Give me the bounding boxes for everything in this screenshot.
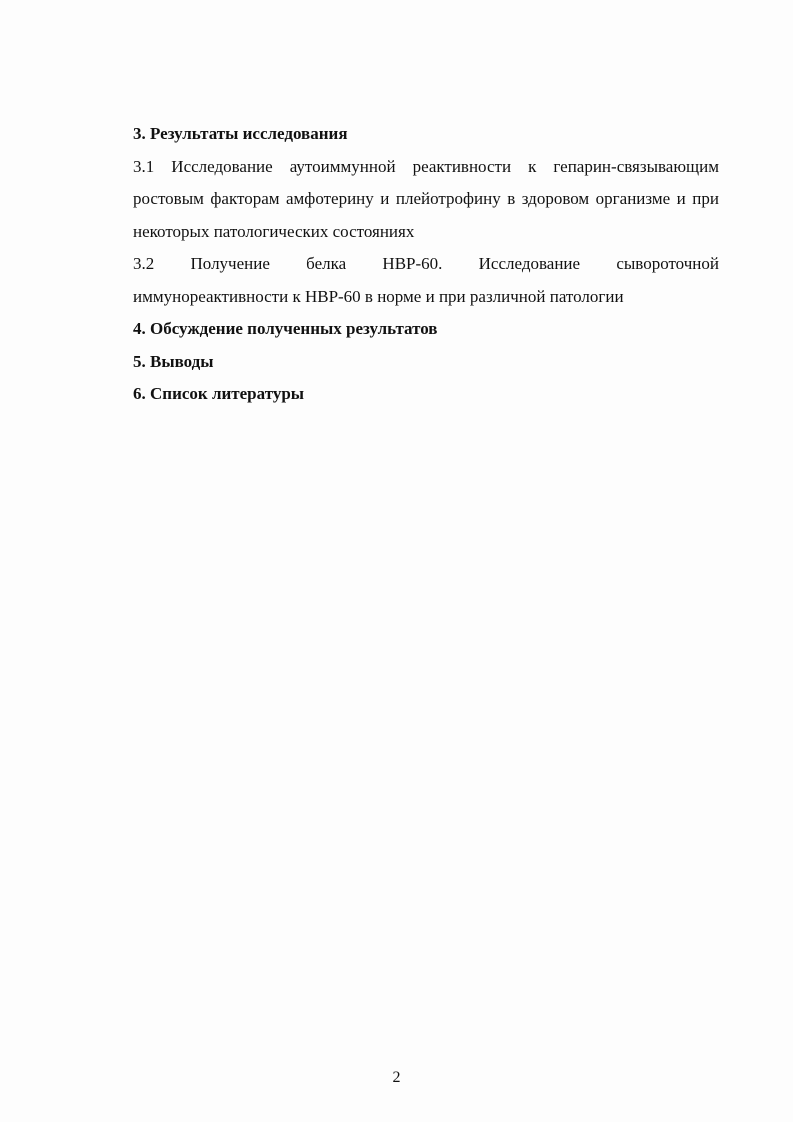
table-of-contents <box>133 118 719 411</box>
toc-section-4-title: 4. Обсуждение полученных результатов <box>133 319 438 338</box>
toc-subsection-3-2-line-2: иммунореактивности к НВР-60 в норме и при различной патологии <box>133 286 624 306</box>
toc-section-6-title: 6. Список литературы <box>133 384 305 403</box>
toc-subsection-3-1: 3.1 Исследование аутоиммунной реактивности к гепарин-связывающим ростовым факторам амфотерину и плейотрофину в здоровом организме и при некоторых патологических состояниях <box>133 156 719 241</box>
toc-subsection-3-2-line-1: 3.2 Получение белка НВР-60. Исследование сывороточной <box>133 254 719 273</box>
page-number: 2 <box>392 1069 401 1086</box>
toc-section-5-title: 5. Выводы <box>133 351 214 371</box>
toc-section-3-title: 3. Результаты исследования <box>133 124 348 143</box>
